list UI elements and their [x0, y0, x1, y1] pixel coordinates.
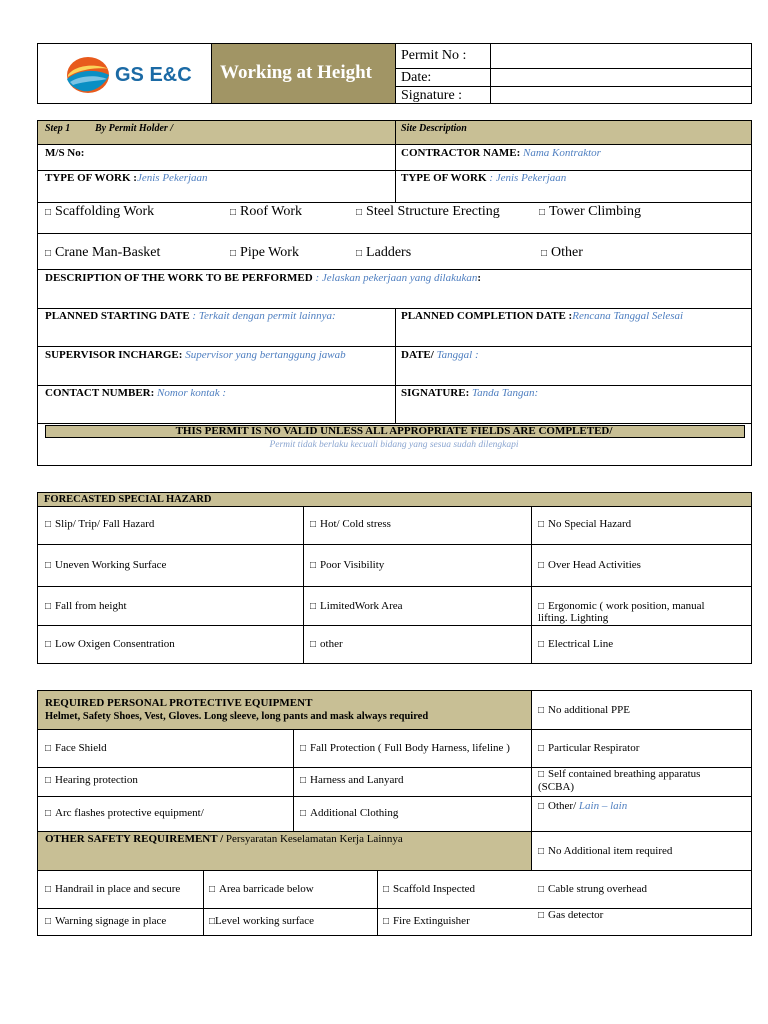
planned-start-field[interactable] [45, 310, 336, 323]
work-type-label: Crane Man-Basket [55, 245, 161, 260]
checkbox-icon: □ [538, 560, 545, 571]
ppe-label: Harness and Lanyard [310, 774, 404, 786]
checkbox-icon: □ [383, 916, 390, 927]
hazard-checkbox[interactable] [45, 559, 166, 572]
ppe-label: Arc flashes protective equipment/ [55, 807, 204, 819]
validity-notice: THIS PERMIT IS NO VALID UNLESS ALL APPROPRIATE FIELDS ARE COMPLETED/ [175, 425, 613, 437]
safety-checkbox[interactable] [383, 915, 470, 928]
checkbox-icon: □ [310, 639, 317, 650]
work-type-label: Other [551, 245, 583, 260]
safety-label: Scaffold Inspected [393, 883, 476, 895]
checkbox-icon: □ [310, 601, 317, 612]
hazard-label: Ergonomic ( work position, manual [548, 600, 705, 612]
type-of-work-label: TYPE OF WORK [401, 172, 487, 184]
checkbox-icon: □ [45, 639, 52, 650]
checkbox-icon: □ [45, 775, 52, 786]
by-permit-holder: By Permit Holder / [95, 123, 174, 134]
safety-checkbox[interactable] [538, 883, 647, 896]
checkbox-icon: □ [45, 601, 52, 612]
planned-completion-label: PLANNED COMPLETION DATE : [401, 310, 573, 322]
ppe-label: Additional Clothing [310, 807, 399, 819]
description-field[interactable] [45, 272, 481, 285]
contractor-label: CONTRACTOR NAME: [401, 147, 521, 159]
ppe-checkbox[interactable] [300, 774, 404, 787]
header-date-label: Date: [401, 70, 432, 85]
work-type-label: Scaffolding Work [55, 204, 155, 219]
ppe-checkbox[interactable] [45, 774, 138, 787]
description-label: DESCRIPTION OF THE WORK TO BE PERFORMED [45, 272, 313, 284]
hazard-label-line2: lifting. Lighting [538, 612, 609, 624]
work-type-label: Pipe Work [240, 245, 299, 260]
checkbox-icon: □ [310, 519, 317, 530]
ppe-label: Fall Protection ( Full Body Harness, lifeline ) [310, 742, 510, 754]
checkbox-icon: □ [538, 801, 545, 812]
ppe-label: Particular Respirator [548, 742, 640, 754]
date-hint: Tanggal : [436, 349, 479, 361]
contact-label: CONTACT NUMBER: [45, 387, 155, 399]
supervisor-label: SUPERVISOR INCHARGE: [45, 349, 183, 361]
checkbox-icon: □ [300, 775, 307, 786]
planned-completion-hint: Rencana Tanggal Selesai [572, 310, 684, 322]
other-safety-title-hint: Persyaratan Keselamatan Kerja Lainnya [225, 833, 403, 845]
work-type-checkbox[interactable] [230, 245, 299, 262]
checkbox-icon: □ [538, 639, 545, 650]
other-safety-title-row [45, 833, 403, 846]
date-field[interactable] [401, 349, 479, 362]
checkbox-icon: □ [230, 207, 237, 218]
checkbox-icon: □ [538, 910, 545, 921]
planned-completion-field[interactable] [401, 310, 683, 323]
signature-hint: Tanda Tangan: [472, 387, 539, 399]
ppe-subtitle: Helmet, Safety Shoes, Vest, Gloves. Long sleeve, long pants and mask always required [45, 711, 429, 722]
hazard-label: Hot/ Cold stress [320, 518, 391, 530]
ppe-label: Face Shield [55, 742, 107, 754]
hazard-title: FORECASTED SPECIAL HAZARD [44, 494, 212, 505]
work-type-label: Roof Work [240, 204, 303, 219]
checkbox-icon: □ [300, 808, 307, 819]
safety-checkbox[interactable] [538, 845, 672, 858]
hazard-checkbox[interactable] [310, 600, 403, 613]
work-type-checkbox[interactable] [230, 204, 302, 221]
contact-hint: Nomor kontak : [157, 387, 227, 399]
checkbox-icon: □ [45, 916, 52, 927]
step-label: Step 1 [45, 123, 71, 134]
checkbox-icon: □ [45, 560, 52, 571]
ppe-checkbox[interactable] [300, 742, 510, 755]
ppe-checkbox[interactable] [538, 742, 639, 755]
hazard-checkbox[interactable] [310, 518, 391, 531]
description-hint: : Jelaskan pekerjaan yang dilakukan [315, 272, 478, 284]
ppe-other-hint: Lain – lain [578, 800, 628, 812]
other-safety-title: OTHER SAFETY REQUIREMENT / [45, 833, 224, 845]
site-description-label: Site Description [401, 123, 467, 134]
type-of-work-label: TYPE OF WORK : [45, 172, 137, 184]
brand-name: GS E&C [115, 64, 192, 86]
hazard-label: Low Oxigen Consentration [55, 638, 175, 650]
contractor-field[interactable] [401, 147, 601, 160]
logo [65, 55, 210, 95]
header-signature-field[interactable] [491, 87, 751, 103]
checkbox-icon: □ [538, 769, 545, 780]
type-of-work-right[interactable] [401, 172, 566, 185]
header-date-field[interactable] [491, 69, 751, 86]
ppe-checkbox[interactable] [45, 807, 204, 820]
checkbox-icon: □ [45, 519, 52, 530]
permit-no-field[interactable] [491, 44, 751, 68]
hazard-checkbox[interactable] [538, 518, 631, 531]
hazard-label: Uneven Working Surface [55, 559, 167, 571]
work-type-label: Steel Structure Erecting [366, 204, 500, 219]
ppe-label: Self contained breathing apparatus [548, 768, 701, 780]
work-type-checkbox[interactable] [356, 204, 500, 221]
checkbox-icon: □ [538, 884, 545, 895]
work-type-checkbox[interactable] [356, 245, 411, 262]
ms-no-label: M/S No: [45, 147, 85, 159]
hazard-label: Slip/ Trip/ Fall Hazard [55, 518, 155, 530]
hazard-label: Electrical Line [548, 638, 614, 650]
checkbox-icon: □ [538, 519, 545, 530]
work-type-checkbox[interactable] [541, 245, 583, 262]
signature-label: SIGNATURE: [401, 387, 470, 399]
type-of-work-left[interactable] [45, 172, 208, 185]
ppe-checkbox[interactable] [538, 768, 700, 781]
work-type-checkbox[interactable] [45, 245, 160, 262]
hazard-checkbox[interactable] [310, 559, 384, 572]
contractor-hint: Nama Kontraktor [523, 147, 601, 159]
safety-label: No Additional item required [548, 845, 673, 857]
hazard-checkbox[interactable] [45, 600, 127, 613]
permit-title: Working at Height [220, 62, 373, 83]
type-of-work-hint: : Jenis Pekerjaan [489, 172, 567, 184]
safety-checkbox[interactable] [45, 883, 180, 896]
safety-label: Area barricade below [219, 883, 314, 895]
checkbox-icon: □ [310, 560, 317, 571]
ppe-checkbox[interactable] [300, 807, 398, 820]
work-type-label: Tower Climbing [549, 204, 642, 219]
header-signature-label: Signature : [401, 88, 463, 103]
checkbox-icon: □ [356, 207, 363, 218]
ppe-title: REQUIRED PERSONAL PROTECTIVE EQUIPMENT [45, 697, 313, 709]
supervisor-hint: Supervisor yang bertanggung jawab [185, 349, 346, 361]
checkbox-icon: □ [45, 248, 52, 259]
checkbox-icon: □ [45, 884, 52, 895]
permit-no-label: Permit No : [401, 48, 467, 63]
hazard-checkbox[interactable] [538, 638, 613, 651]
work-type-checkbox[interactable] [45, 204, 154, 221]
ppe-other-checkbox[interactable] [538, 800, 627, 813]
contact-field[interactable] [45, 387, 226, 400]
ppe-label: Other/ [548, 800, 577, 812]
hazard-checkbox[interactable] [310, 638, 343, 651]
safety-checkbox[interactable] [383, 883, 475, 896]
checkbox-icon: □ [538, 601, 545, 612]
signature-field[interactable] [401, 387, 538, 400]
planned-start-hint: : Terkait dengan permit lainnya: [192, 310, 336, 322]
hazard-label: No Special Hazard [548, 518, 632, 530]
hazard-checkbox[interactable] [45, 518, 154, 531]
hazard-label: Over Head Activities [548, 559, 641, 571]
checkbox-icon: □ [538, 743, 545, 754]
work-type-checkbox[interactable] [539, 204, 641, 221]
supervisor-field[interactable] [45, 349, 346, 362]
safety-label: Gas detector [548, 909, 604, 921]
checkbox-icon: □ [356, 248, 363, 259]
hazard-checkbox[interactable] [538, 559, 641, 572]
description-colon: : [477, 272, 482, 284]
checkbox-icon: □ [539, 207, 546, 218]
checkbox-icon: □ [383, 884, 390, 895]
ppe-checkbox[interactable] [45, 742, 107, 755]
checkbox-icon: □ [300, 743, 307, 754]
hazard-label: other [320, 638, 343, 650]
safety-checkbox[interactable] [209, 915, 314, 928]
ppe-checkbox[interactable] [538, 704, 630, 717]
planned-start-label: PLANNED STARTING DATE [45, 310, 190, 322]
hazard-label: Poor Visibility [320, 559, 385, 571]
safety-label: Warning signage in place [55, 915, 167, 927]
checkbox-icon: □ [538, 846, 545, 857]
hazard-checkbox[interactable] [45, 638, 175, 651]
safety-label: Cable strung overhead [548, 883, 648, 895]
gs-logo-icon [65, 55, 111, 95]
date-label: DATE/ [401, 349, 434, 361]
work-type-label: Ladders [366, 245, 412, 260]
validity-notice-hint: Permit tidak berlaku kecuali bidang yang sesua sudah dilengkapi [269, 440, 519, 450]
checkbox-icon: □ [45, 207, 52, 218]
type-of-work-hint: Jenis Pekerjaan [136, 172, 208, 184]
checkbox-icon: □ [230, 248, 237, 259]
safety-label: Fire Extinguisher [393, 915, 470, 927]
safety-checkbox[interactable] [45, 915, 166, 928]
safety-checkbox[interactable] [209, 883, 314, 896]
checkbox-icon: □ [45, 808, 52, 819]
hazard-label: Fall from height [55, 600, 127, 612]
checkbox-icon: □ [209, 884, 216, 895]
checkbox-icon: □ [538, 705, 545, 716]
safety-label: Handrail in place and secure [55, 883, 181, 895]
checkbox-icon: □ [45, 743, 52, 754]
ppe-label: Hearing protection [55, 774, 138, 786]
safety-label: Level working surface [215, 915, 315, 927]
ppe-label: No additional PPE [548, 704, 630, 716]
ppe-label-line2: (SCBA) [538, 781, 575, 793]
safety-checkbox[interactable] [538, 909, 603, 922]
checkbox-icon: □ [541, 248, 548, 259]
checkbox-icon: □ [209, 916, 216, 927]
hazard-label: LimitedWork Area [320, 600, 403, 612]
